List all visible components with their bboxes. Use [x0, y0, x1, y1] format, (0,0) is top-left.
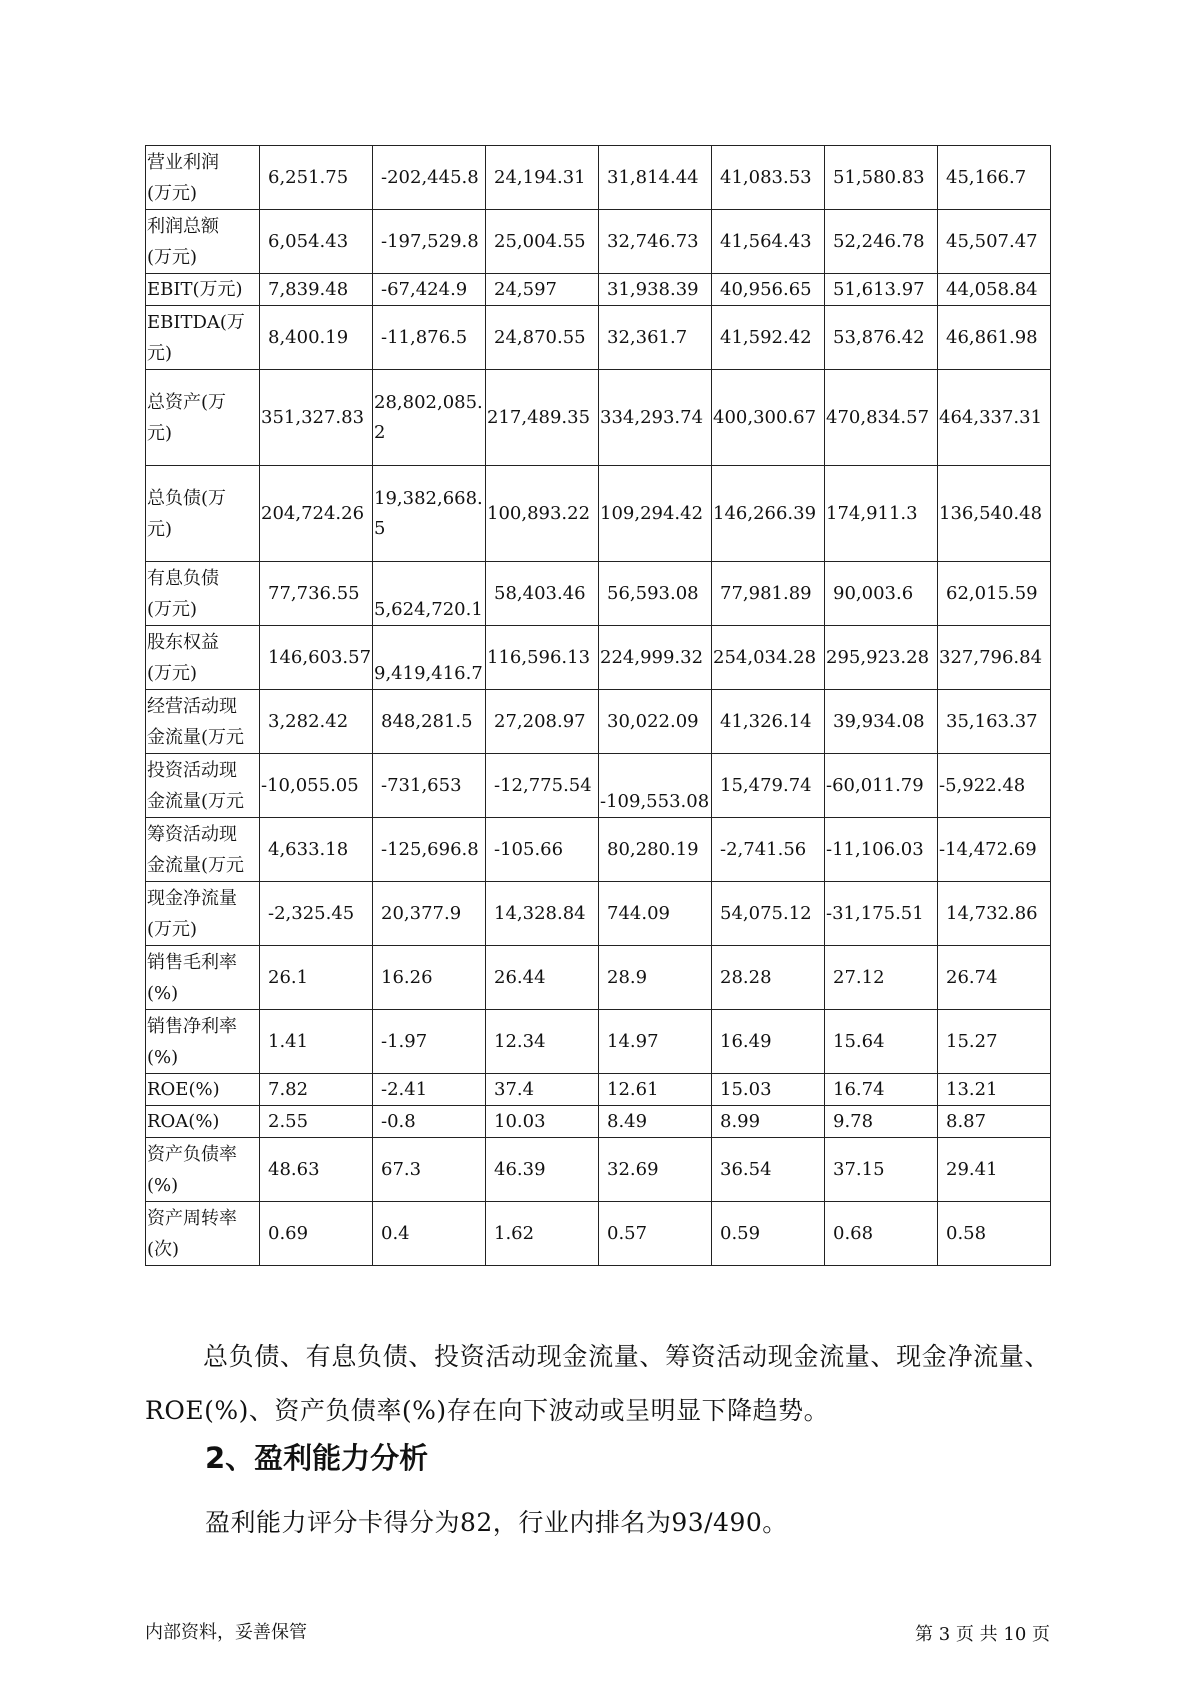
table-row	[146, 690, 1051, 754]
row-label	[146, 466, 260, 562]
row-label	[146, 818, 260, 882]
table-cell: 16.74	[825, 1074, 938, 1106]
table-cell: 45,507.47	[938, 210, 1051, 274]
table-cell: 12.34	[486, 1010, 599, 1074]
table-cell: 204,724.26	[260, 466, 373, 562]
table-cell: -11,876.5	[373, 306, 486, 370]
table-cell: -60,011.79	[825, 754, 938, 818]
table-cell: 53,876.42	[825, 306, 938, 370]
table-row	[146, 370, 1051, 466]
table-cell: 41,326.14	[712, 690, 825, 754]
row-label	[146, 754, 260, 818]
table-cell: 224,999.32	[599, 626, 712, 690]
table-row	[146, 1106, 1051, 1138]
table-cell: 56,593.08	[599, 562, 712, 626]
table-cell: 28,802,085.2	[373, 370, 486, 466]
table-cell: 400,300.67	[712, 370, 825, 466]
table-cell: 40,956.65	[712, 274, 825, 306]
table-cell: 351,327.83	[260, 370, 373, 466]
table-cell: 15.64	[825, 1010, 938, 1074]
table-cell: 44,058.84	[938, 274, 1051, 306]
table-cell: 36.54	[712, 1138, 825, 1202]
section-heading: 2、盈利能力分析	[205, 1441, 429, 1475]
table-row	[146, 818, 1051, 882]
row-label-line: 金流量(万元	[147, 854, 245, 876]
row-label-line: 销售净利率	[147, 1015, 237, 1037]
table-cell: 46.39	[486, 1138, 599, 1202]
table-cell: 2.55	[260, 1106, 373, 1138]
table-cell: 41,083.53	[712, 146, 825, 210]
table-cell: 77,736.55	[260, 562, 373, 626]
table-cell: 28.28	[712, 946, 825, 1010]
table-cell: 295,923.28	[825, 626, 938, 690]
table-cell: 25,004.55	[486, 210, 599, 274]
table-row	[146, 882, 1051, 946]
table-cell: 15.27	[938, 1010, 1051, 1074]
table-cell: -731,653	[373, 754, 486, 818]
row-label-line: 金流量(万元	[147, 726, 245, 748]
table-cell: 136,540.48	[938, 466, 1051, 562]
table-cell: 12.61	[599, 1074, 712, 1106]
table-row	[146, 274, 1051, 306]
table-cell: 16.49	[712, 1010, 825, 1074]
table-cell: 27.12	[825, 946, 938, 1010]
table-cell: 334,293.74	[599, 370, 712, 466]
table-cell: 28.9	[599, 946, 712, 1010]
table-cell: 35,163.37	[938, 690, 1051, 754]
row-label	[146, 370, 260, 466]
footer-page-number: 第 3 页 共 10 页	[915, 1624, 1050, 1645]
row-label-line: (万元)	[147, 598, 198, 620]
table-cell: 46,861.98	[938, 306, 1051, 370]
table-cell: 26.1	[260, 946, 373, 1010]
financial-table	[145, 145, 1051, 1266]
table-cell: 62,015.59	[938, 562, 1051, 626]
row-label-line: 元)	[147, 342, 173, 364]
row-label-line: (万元)	[147, 246, 198, 268]
table-cell: 109,294.42	[599, 466, 712, 562]
table-cell: 26.44	[486, 946, 599, 1010]
table-cell: 45,166.7	[938, 146, 1051, 210]
table-row	[146, 1074, 1051, 1106]
table-row	[146, 146, 1051, 210]
table-cell: 58,403.46	[486, 562, 599, 626]
table-cell: 744.09	[599, 882, 712, 946]
row-label-line: (次)	[147, 1238, 180, 1260]
row-label-line: 金流量(万元	[147, 790, 245, 812]
table-cell: 32.69	[599, 1138, 712, 1202]
table-cell: 29.41	[938, 1138, 1051, 1202]
table-cell: -2,325.45	[260, 882, 373, 946]
row-label-line: (万元)	[147, 918, 198, 940]
table-row	[146, 306, 1051, 370]
table-cell: 4,633.18	[260, 818, 373, 882]
table-cell: -197,529.8	[373, 210, 486, 274]
table-cell: -202,445.8	[373, 146, 486, 210]
table-cell: 77,981.89	[712, 562, 825, 626]
table-cell: 51,613.97	[825, 274, 938, 306]
table-row	[146, 754, 1051, 818]
row-label	[146, 1074, 260, 1106]
table-cell: 6,054.43	[260, 210, 373, 274]
table-cell: 14,328.84	[486, 882, 599, 946]
table-cell: 327,796.84	[938, 626, 1051, 690]
table-cell: 52,246.78	[825, 210, 938, 274]
table-cell: 6,251.75	[260, 146, 373, 210]
row-label	[146, 1138, 260, 1202]
table-cell: -2,741.56	[712, 818, 825, 882]
table-cell: 100,893.22	[486, 466, 599, 562]
table-cell: 14,732.86	[938, 882, 1051, 946]
table-cell: 14.97	[599, 1010, 712, 1074]
row-label-line: 元)	[147, 422, 173, 444]
row-label-line: (%)	[147, 1174, 179, 1196]
row-label-line: (万元)	[147, 182, 198, 204]
table-cell: -12,775.54	[486, 754, 599, 818]
table-cell: 15,479.74	[712, 754, 825, 818]
table-cell: 39,934.08	[825, 690, 938, 754]
row-label	[146, 1106, 260, 1138]
table-cell: -1.97	[373, 1010, 486, 1074]
table-row	[146, 1202, 1051, 1266]
table-cell: 24,597	[486, 274, 599, 306]
table-cell: 16.26	[373, 946, 486, 1010]
table-cell: 32,361.7	[599, 306, 712, 370]
row-label-line: 利润总额	[147, 215, 219, 237]
table-cell: 30,022.09	[599, 690, 712, 754]
row-label	[146, 1010, 260, 1074]
row-label	[146, 882, 260, 946]
row-label	[146, 274, 260, 306]
table-cell: 31,814.44	[599, 146, 712, 210]
table-cell: 41,564.43	[712, 210, 825, 274]
table-cell: 26.74	[938, 946, 1051, 1010]
row-label-line: EBITDA(万	[147, 311, 245, 333]
score-text: 盈利能力评分卡得分为82，行业内排名为93/490。	[205, 1508, 788, 1537]
table-cell: 5,624,720.1	[373, 562, 486, 626]
trend-paragraph: 总负债、有息负债、投资活动现金流量、筹资活动现金流量、现金净流量、ROE(%)、资产负债率(%)存在向下波动或呈明显下降趋势。	[145, 1342, 1050, 1425]
table-cell: 146,266.39	[712, 466, 825, 562]
row-label	[146, 1202, 260, 1266]
table-cell: 8.87	[938, 1106, 1051, 1138]
table-cell: 0.68	[825, 1202, 938, 1266]
table-cell: 10.03	[486, 1106, 599, 1138]
table-cell: 174,911.3	[825, 466, 938, 562]
table-cell: 7,839.48	[260, 274, 373, 306]
table-row	[146, 626, 1051, 690]
table-cell: -10,055.05	[260, 754, 373, 818]
table-cell: 9.78	[825, 1106, 938, 1138]
table-cell: 27,208.97	[486, 690, 599, 754]
table-cell: 24,870.55	[486, 306, 599, 370]
table-cell: 13.21	[938, 1074, 1051, 1106]
table-cell: -0.8	[373, 1106, 486, 1138]
row-label-line: 股东权益	[147, 631, 219, 653]
row-label-line: (%)	[147, 982, 179, 1004]
table-cell: 32,746.73	[599, 210, 712, 274]
row-label	[146, 306, 260, 370]
table-cell: 0.4	[373, 1202, 486, 1266]
table-cell: -67,424.9	[373, 274, 486, 306]
row-label-line: 筹资活动现	[147, 823, 237, 845]
row-label	[146, 210, 260, 274]
row-label-line: 经营活动现	[147, 695, 237, 717]
table-cell: 254,034.28	[712, 626, 825, 690]
table-cell: 0.69	[260, 1202, 373, 1266]
table-cell: 0.59	[712, 1202, 825, 1266]
table-cell: 1.62	[486, 1202, 599, 1266]
table-cell: 8.49	[599, 1106, 712, 1138]
row-label-line: 投资活动现	[147, 759, 237, 781]
table-cell: 48.63	[260, 1138, 373, 1202]
row-label-line: 资产周转率	[147, 1207, 237, 1229]
table-cell: 470,834.57	[825, 370, 938, 466]
table-cell: 464,337.31	[938, 370, 1051, 466]
table-cell: 24,194.31	[486, 146, 599, 210]
row-label	[146, 146, 260, 210]
footer-confidential: 内部资料，妥善保管	[145, 1622, 307, 1643]
row-label	[146, 946, 260, 1010]
row-label-line: 元)	[147, 518, 173, 540]
table-cell: 20,377.9	[373, 882, 486, 946]
table-cell: 8,400.19	[260, 306, 373, 370]
table-cell: 31,938.39	[599, 274, 712, 306]
table-cell: 19,382,668.5	[373, 466, 486, 562]
row-label-line: ROE(%)	[147, 1079, 220, 1100]
table-cell: -5,922.48	[938, 754, 1051, 818]
table-cell: -11,106.03	[825, 818, 938, 882]
table-row	[146, 1010, 1051, 1074]
row-label-line: ROA(%)	[147, 1111, 220, 1132]
row-label-line: 现金净流量	[147, 887, 237, 909]
table-cell: 0.58	[938, 1202, 1051, 1266]
table-cell: 80,280.19	[599, 818, 712, 882]
table-cell: -109,553.08	[599, 754, 712, 818]
table-cell: 37.4	[486, 1074, 599, 1106]
table-cell: -2.41	[373, 1074, 486, 1106]
table-row	[146, 562, 1051, 626]
table-cell: 146,603.57	[260, 626, 373, 690]
table-row	[146, 210, 1051, 274]
row-label-line: (万元)	[147, 662, 198, 684]
table-cell: -31,175.51	[825, 882, 938, 946]
table-cell: -125,696.8	[373, 818, 486, 882]
row-label-line: EBIT(万元)	[147, 279, 243, 300]
table-row	[146, 466, 1051, 562]
row-label-line: 资产负债率	[147, 1143, 237, 1165]
table-cell: 217,489.35	[486, 370, 599, 466]
table-cell: 1.41	[260, 1010, 373, 1074]
row-label	[146, 562, 260, 626]
row-label	[146, 690, 260, 754]
table-cell: -14,472.69	[938, 818, 1051, 882]
table-cell: 67.3	[373, 1138, 486, 1202]
table-cell: 3,282.42	[260, 690, 373, 754]
row-label-line: (%)	[147, 1046, 179, 1068]
table-cell: 15.03	[712, 1074, 825, 1106]
table-cell: 848,281.5	[373, 690, 486, 754]
row-label-line: 营业利润	[147, 151, 219, 173]
table-cell: 7.82	[260, 1074, 373, 1106]
row-label-line: 销售毛利率	[147, 951, 237, 973]
table-cell: 0.57	[599, 1202, 712, 1266]
table-cell: 51,580.83	[825, 146, 938, 210]
table-cell: 116,596.13	[486, 626, 599, 690]
table-cell: 37.15	[825, 1138, 938, 1202]
row-label	[146, 626, 260, 690]
row-label-line: 总资产(万	[147, 391, 227, 413]
table-row	[146, 1138, 1051, 1202]
table-cell: 8.99	[712, 1106, 825, 1138]
table-row	[146, 946, 1051, 1010]
table-cell: 9,419,416.7	[373, 626, 486, 690]
table-cell: -105.66	[486, 818, 599, 882]
row-label-line: 有息负债	[147, 567, 219, 589]
table-cell: 54,075.12	[712, 882, 825, 946]
table-cell: 41,592.42	[712, 306, 825, 370]
row-label-line: 总负债(万	[147, 487, 227, 509]
table-cell: 90,003.6	[825, 562, 938, 626]
